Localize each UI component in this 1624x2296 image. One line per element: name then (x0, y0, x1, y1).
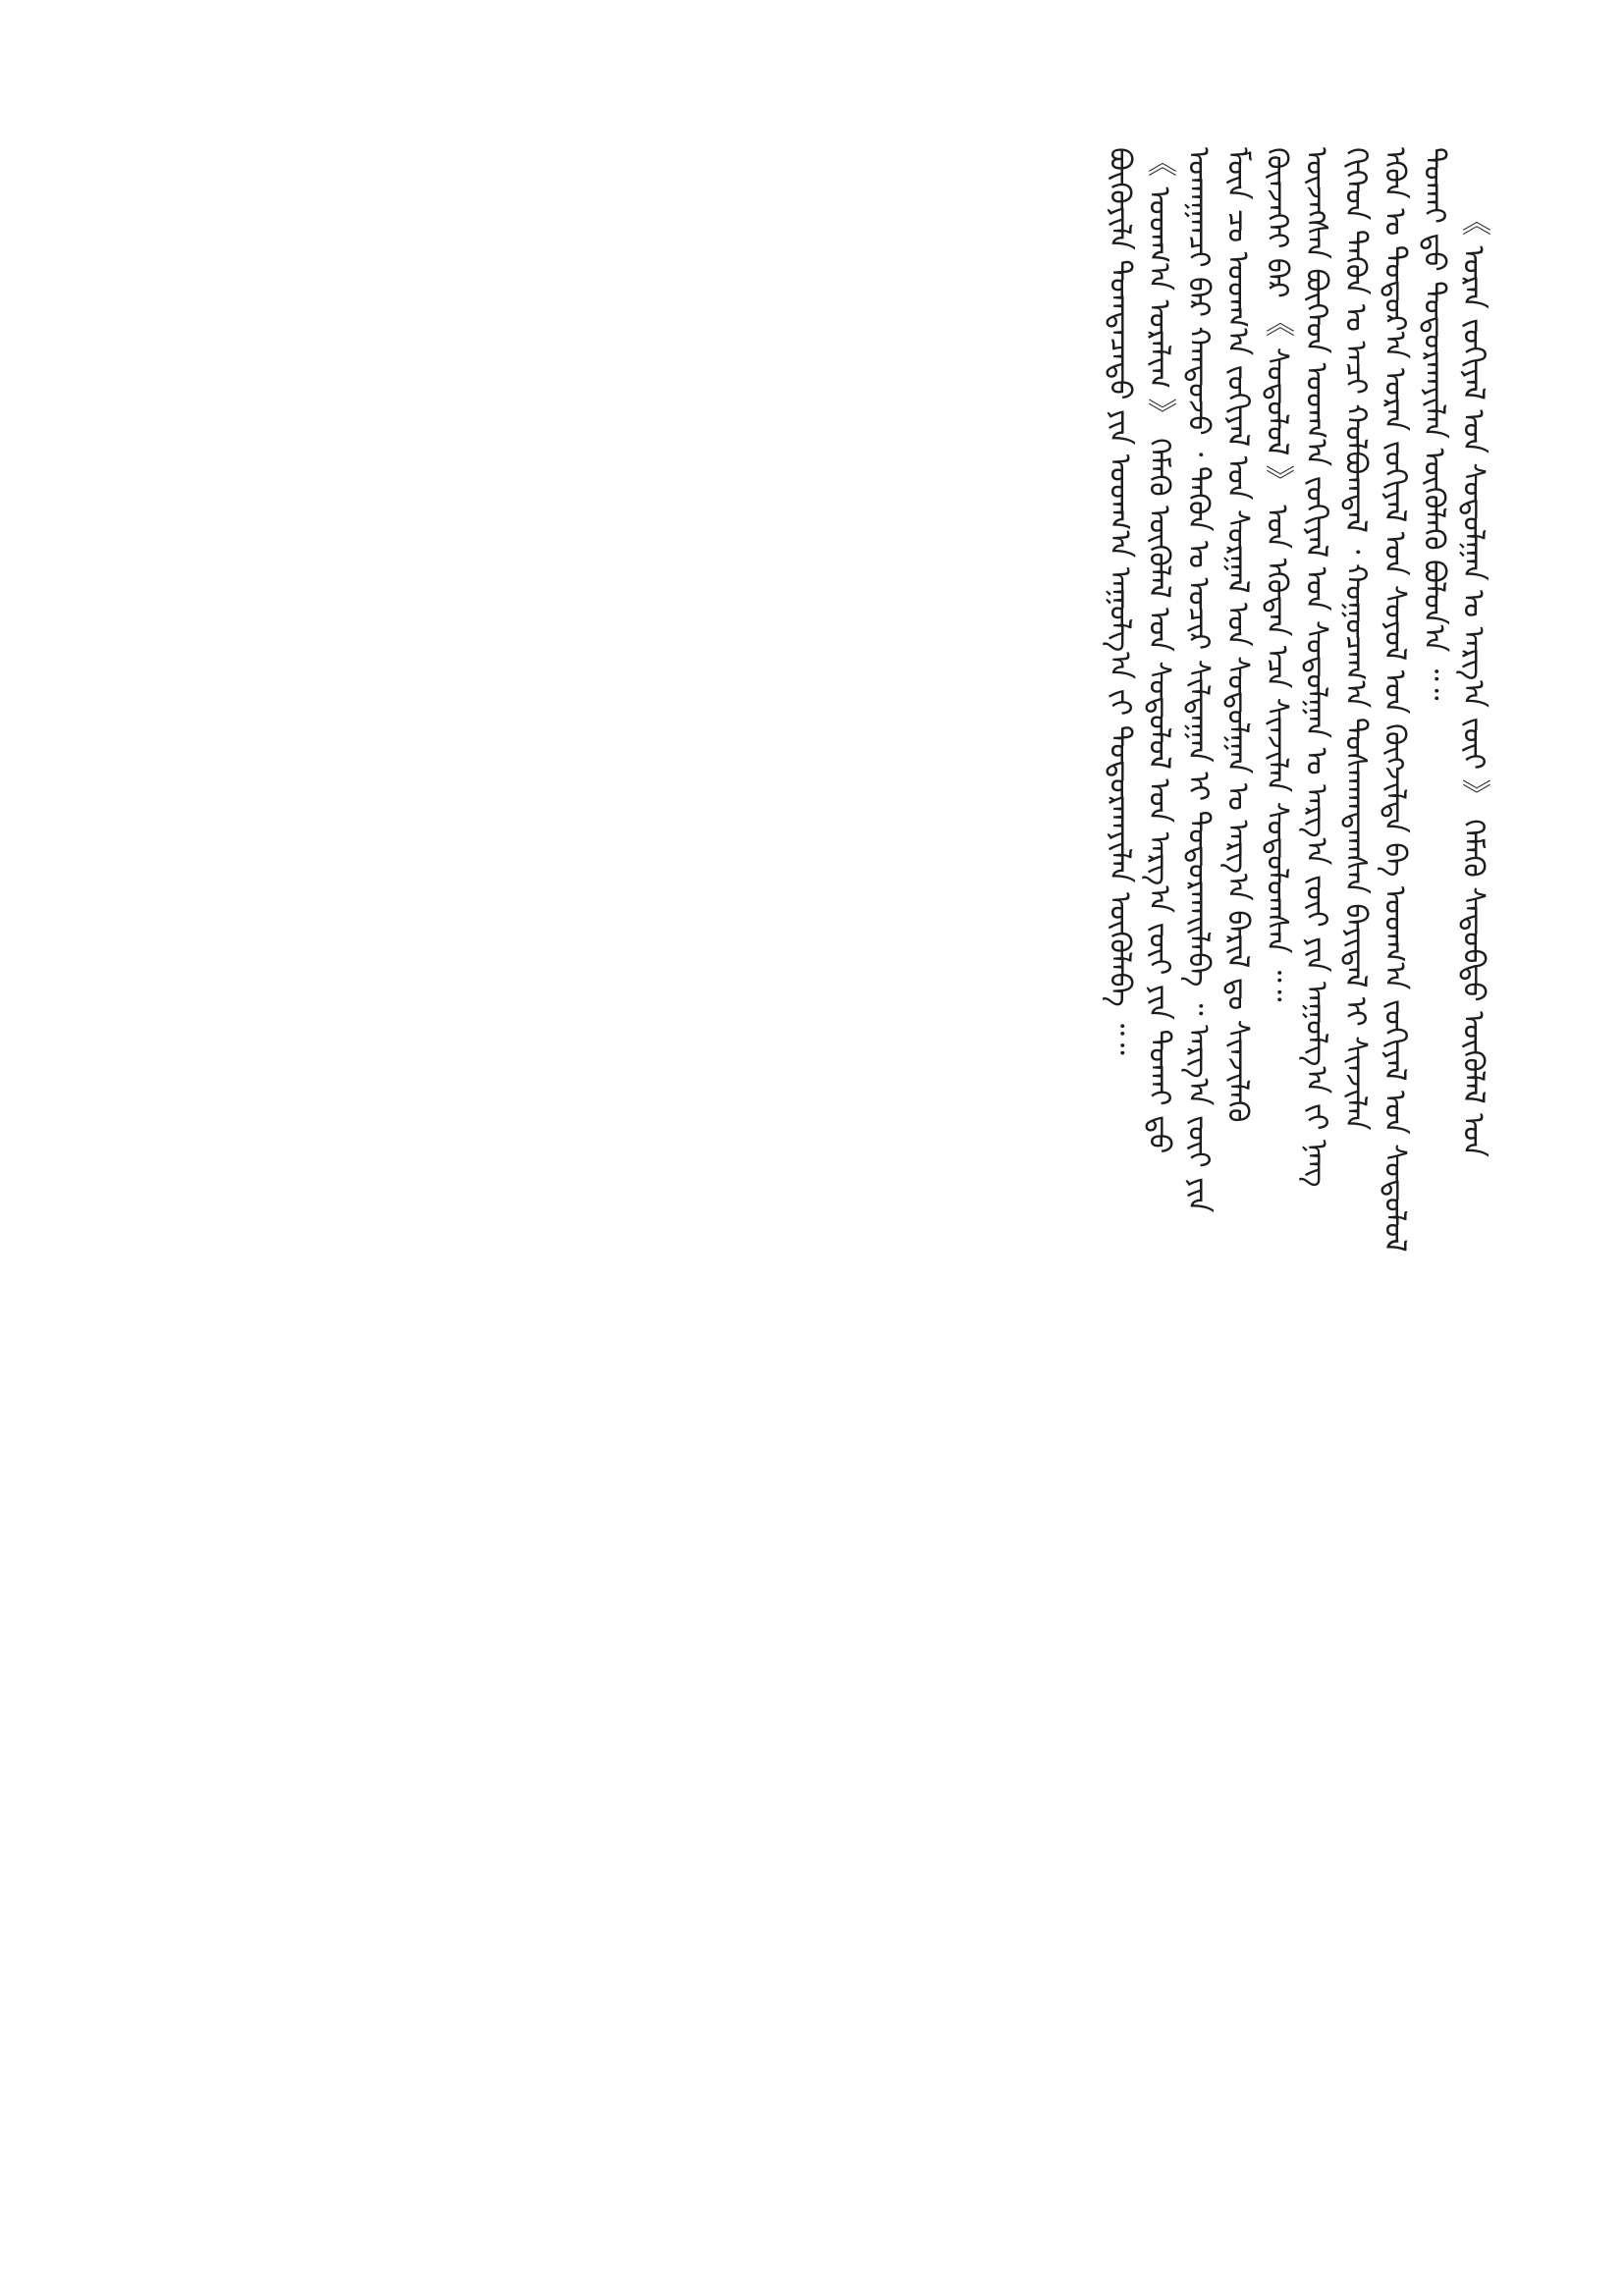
text-line-5: ᠦᠵᠡᠭᠰᠡᠨ ᠪᠥᠭᠡᠳ ᠤᠳᠬ᠎ᠠ ᠵᠣᠬᠢᠶᠠᠯ ᠤᠨ ᠰᠤᠳᠤᠯᠭᠠᠨ ᠤ ᠠᠷᠭ᠎ᠠ ᠵᠦᠢ ᠶᠢᠨ ᠠᠭᠤᠯᠭ᠎ᠠ ᠵᠢ ᠨᠡᠩ (1299, 147, 1333, 1188)
text-line-7: ᠮᠥᠨ ᠴᠤ ᠤᠳᠬ᠎ᠠ ᠵᠣᠬᠢᠶᠠᠯ ᠤᠨ ᠰᠤᠷᠭᠠᠯ ᠤᠨ ᠰᠤᠳᠤᠯᠭᠠᠨ ᠤ ᠠᠷᠭ᠎ᠠ ᠪᠠᠷᠢᠯ ᠳᠤ ᠰᠢᠨᠵᠢᠯᠡᠬᠦ (1220, 147, 1255, 1123)
text-line-1: 《 ᠤᠷᠠᠨ ᠵᠣᠬᠢᠶᠠᠯ ᠤᠨ ᠰᠣᠳᠤᠯᠭᠠᠨ ᠤ ᠠᠷᠭ᠎ᠠ ᠵᠦᠢ 》 ᠬᠡᠮᠡᠬᠦ ᠰᠡᠳᠦᠪᠲᠦ ᠥᠭᠦᠯᠡᠯ ᠤᠨ (1456, 206, 1490, 1157)
text-line-8: ᠤᠬᠠᠭᠠᠨᠴᠢ ᠪᠠᠷ ᠬᠠᠨᠳᠤᠵᠤ ᠂ ᠲᠡᠭᠦᠨ ᠤ ᠤᠴᠢᠷ ᠰᠢᠯᠲᠠᠭᠠᠨ ᠢ ᠲᠣᠳᠣᠷᠬᠠᠢᠯᠠᠪᠠ ᠃ ᠠᠷᠭ᠎ᠠ ᠵᠦᠢ ᠶᠢᠨ (1181, 147, 1216, 1213)
text-line-3: ᠡᠭᠦᠨ ᠤ ᠳᠣᠲᠣᠷ᠎ᠠ ᠤᠷᠠᠨ ᠵᠣᠬᠢᠶᠠᠯ ᠤᠨ ᠰᠣᠶᠣᠯ ᠤᠨ ᠬᠥᠭᠵᠢᠯᠲᠡ ᠪᠠ ᠤᠳᠬ᠎ᠠ ᠵᠣᠬᠢᠶᠠᠯ ᠤᠨ ᠰᠤᠳᠤᠯᠤᠯ (1378, 147, 1412, 1253)
body-text-block (211, 147, 1488, 2160)
text-line-6: ᠭᠦᠨᠵᠡᠭᠡᠢ ᠪᠠᠷ 《 ᠰᠤᠳᠤᠯᠤᠯ 》 ᠤᠨ ᠡᠭᠦᠳᠡᠨ ᠡᠴᠡ ᠰᠢᠨᠵᠢᠯᠡᠨ ᠰᠤᠳᠤᠯᠤᠭᠰᠠᠨ ᠃᠃ (1260, 147, 1294, 1002)
text-line-9: 《 ᠤᠳᠬ᠎ᠠ ᠤᠷᠠᠯᠢᠭ 》 ᠬᠡᠮᠡᠬᠦ ᠥᠭᠦᠯᠡᠯ ᠤᠨ ᠰᠤᠳᠤᠯᠤᠯ ᠤᠨ ᠠᠷᠭ᠎ᠠ ᠵᠦᠢ ᠶᠢᠨ ᠲᠤᠬᠠᠢ ᠳ᠋ᠤ (1142, 147, 1176, 1154)
text-line-4: ᠬᠢᠭᠡᠳ ᠲᠡᠭᠦᠨ ᠤ ᠠᠴᠢ ᠬᠣᠯᠪᠣᠭᠳᠠᠯ ᠂ ᠬᠤᠭᠤᠴᠠᠭ᠎ᠠ ᠲᠤᠰᠬᠠᠭᠳᠠᠭᠰᠠᠨ ᠪᠠᠶᠢᠳᠠᠯ ᠢ ᠰᠢᠨᠵᠢᠯᠡᠨ (1338, 147, 1373, 1131)
text-line-10: ᠪᠦᠬᠦᠶᠢᠯᠡ ᠲᠣᠭᠲᠠᠴᠠᠲᠤ ᠶᠢᠨ ᠤᠳᠬ᠎ᠠ ᠠᠭᠤᠯᠭ᠎ᠠ ᠵᠢ ᠲᠣᠳᠣᠷᠬᠠᠶᠢᠯᠠᠨ ᠦᠭᠦᠯᠡᠪᠡ ᠃᠃ (1103, 147, 1137, 1055)
text-line-2: ᠲᠤᠬᠠᠢ ᠳ᠋ᠤ ᠲᠣᠳᠣᠷᠬᠠᠶᠢᠯᠠᠨ ᠥᠭᠦᠯᠡᠬᠦ ᠪᠣᠯᠤᠨ᠎ᠠ ᠃᠃ (1417, 147, 1451, 701)
